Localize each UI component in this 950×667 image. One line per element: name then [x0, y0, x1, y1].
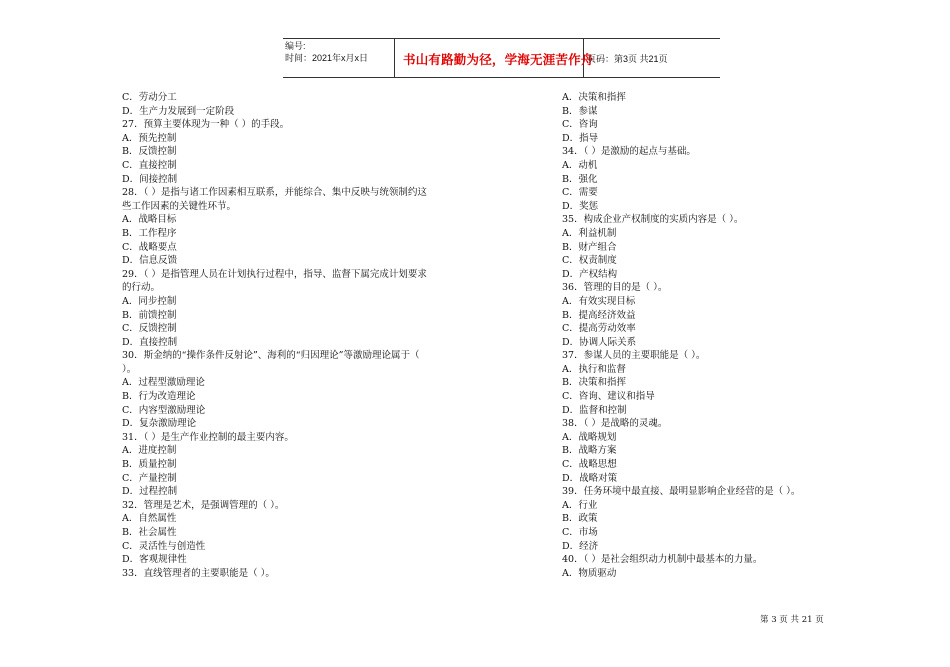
text-line: D．客观规律性 [122, 554, 187, 566]
text-line: A．有效实现目标 [562, 295, 636, 307]
text-line: A．自然属性 [122, 513, 177, 525]
text-line: D．指导 [562, 132, 599, 144]
text-line: A．行业 [562, 499, 598, 511]
text-line: B．行为改造理论 [122, 391, 196, 403]
text-line: 39．任务环境中最直接、最明显影响企业经营的是（ ）。 [562, 486, 801, 498]
page-footer: 第 3 页 共 21 页 [760, 615, 824, 625]
text-line: D．间接控制 [122, 173, 178, 185]
right-column [562, 91, 862, 580]
text-line: 31．（ ）是生产作业控制的最主要内容。 [122, 431, 294, 443]
text-line: C．产量控制 [122, 472, 177, 484]
text-line: B．反馈控制 [122, 146, 177, 158]
text-line: B．战略方案 [562, 445, 617, 457]
text-line: D．奖惩 [562, 200, 599, 212]
text-line: 32．管理是艺术，是强调管理的（ ）。 [122, 499, 285, 511]
text-line: C．战略思想 [562, 459, 617, 471]
page-header [283, 38, 720, 78]
text-line: C．咨询 [562, 119, 598, 131]
text-line: A．利益机制 [562, 227, 617, 239]
text-line: D．过程控制 [122, 486, 178, 498]
text-line: 29．（ ）是指管理人员在计划执行过程中，指导、监督下属完成计划要求 [122, 268, 427, 280]
text-line: D．战略对策 [562, 472, 618, 484]
text-line: C．内容型激励理论 [122, 404, 206, 416]
header-meta [283, 39, 395, 77]
motto-text: 书山有路勤为径，学海无涯苦作舟 [403, 52, 594, 67]
text-line: C．需要 [562, 187, 598, 199]
text-line: ）。 [122, 363, 137, 375]
text-line: C．直接控制 [122, 159, 177, 171]
text-line: B．工作程序 [122, 227, 177, 239]
text-line: C．咨询、建议和指导 [562, 391, 655, 403]
header-page-cell [583, 39, 720, 77]
text-line: B．提高经济效益 [562, 309, 636, 321]
text-line: B．决策和指挥 [562, 377, 626, 389]
time-label: 时间：2021年x月x日 [285, 53, 369, 63]
text-line: C．权责制度 [562, 255, 617, 267]
text-line: A．进度控制 [122, 445, 177, 457]
text-line: 38．（ ）是战略的灵魂。 [562, 418, 668, 430]
text-line: A．物质驱动 [562, 567, 617, 579]
text-line: A．过程型激励理论 [122, 377, 205, 389]
text-line: C．市场 [562, 527, 598, 538]
text-line: 28．（ ）是指与诸工作因素相互联系，并能综合、集中反映与统领制约这 [122, 187, 427, 199]
text-line: B．社会属性 [122, 527, 177, 538]
text-line: 36．管理的目的是（ ）。 [562, 282, 668, 294]
text-line: C．劳动分工 [122, 92, 177, 103]
text-line: D．直接控制 [122, 336, 178, 348]
text-line: A．战略目标 [122, 214, 177, 226]
text-line: B．政策 [562, 513, 598, 525]
text-line: C．战略要点 [122, 241, 177, 253]
text-line: A．同步控制 [122, 295, 177, 307]
text-line: 30．斯金纳的“操作条件反射论”、海利的“归因理论”等激励理论属于（ [122, 350, 420, 362]
text-line: D．复杂激励理论 [122, 418, 197, 430]
text-line: D．监督和控制 [562, 404, 627, 416]
text-line: 的行动。 [122, 282, 161, 294]
text-line: C．提高劳动效率 [562, 323, 636, 335]
text-line: A．预先控制 [122, 132, 177, 144]
text-line: 33．直线管理者的主要职能是（ ）。 [122, 567, 275, 579]
text-line: D．生产力发展到一定阶段 [122, 105, 235, 117]
text-line: A．动机 [562, 159, 598, 171]
text-line: 27．预算主要体现为一种（ ）的手段。 [122, 119, 290, 131]
text-line: B．参谋 [562, 105, 598, 117]
text-line: 些工作因素的关键性环节。 [122, 200, 237, 212]
text-line: 34．（ ）是激励的起点与基础。 [562, 146, 696, 158]
text-line: 37．参谋人员的主要职能是（ ）。 [562, 350, 706, 362]
text-line: D．信息反馈 [122, 255, 178, 267]
text-line: A．执行和监督 [562, 363, 626, 375]
page-label: 页码：第3页 共21页 [587, 54, 668, 64]
text-line: 35．构成企业产权制度的实质内容是（ ）。 [562, 214, 744, 226]
text-line: B．财产组合 [562, 241, 617, 253]
text-line: B．强化 [562, 173, 598, 185]
text-line: D．产权结构 [562, 268, 618, 280]
text-line: A．战略规划 [562, 431, 617, 443]
text-line: 40．（ ）是社会组织动力机制中最基本的力量。 [562, 554, 763, 566]
text-line: B．质量控制 [122, 459, 177, 471]
serial-label: 编号: [285, 41, 306, 51]
text-line: A．决策和指挥 [562, 92, 626, 103]
left-column [122, 91, 467, 580]
text-line: D．协调人际关系 [562, 336, 637, 348]
text-line: D．经济 [562, 540, 599, 552]
text-line: B．前馈控制 [122, 309, 177, 321]
header-motto-cell [395, 39, 594, 77]
text-line: C．灵活性与创造性 [122, 540, 206, 552]
text-line: C．反馈控制 [122, 323, 177, 335]
